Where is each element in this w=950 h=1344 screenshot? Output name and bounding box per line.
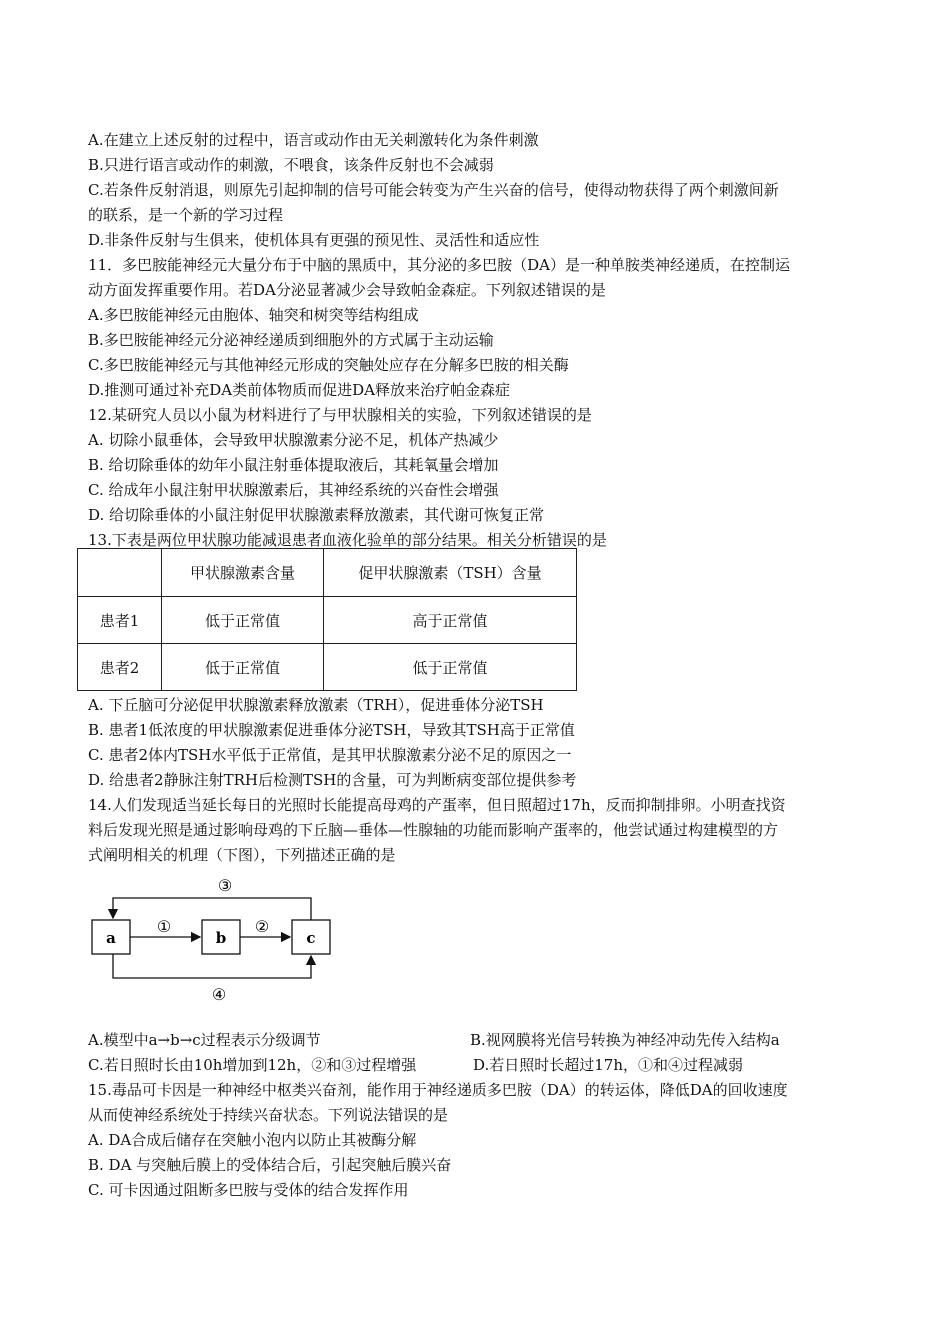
q12-option-d: D. 给切除垂体的小鼠注射促甲状腺激素释放激素，其代谢可恢复正常 <box>88 506 545 524</box>
q12-stem: 12.某研究人员以小鼠为材料进行了与甲状腺相关的实验，下列叙述错误的是 <box>88 406 592 424</box>
node-b-label: b <box>215 929 227 947</box>
q15-stem: 15.毒品可卡因是一种神经中枢类兴奋剂，能作用于神经递质多巴胺（DA）的转运体，降低DA的回收速度 <box>88 1081 788 1099</box>
table-header-thyroid: 甲状腺激素含量 <box>162 549 324 597</box>
q10-option-c: C.若条件反射消退，则原先引起抑制的信号可能会转变为产生兴奋的信号，使得动物获得了两个刺激间新 <box>88 181 779 199</box>
q13-option-c: C. 患者2体内TSH水平低于正常值，是其甲状腺激素分泌不足的原因之一 <box>88 746 572 764</box>
arrow-3-label: ③ <box>217 876 233 895</box>
node-c-label: c <box>306 929 316 947</box>
q15-stem-cont: 从而使神经系统处于持续兴奋状态。下列说法错误的是 <box>88 1106 449 1124</box>
q14-option-d: D.若日照时长超过17h，①和④过程减弱 <box>473 1056 744 1074</box>
q14-option-c: C.若日照时长由10h增加到12h，②和③过程增强 <box>88 1056 417 1074</box>
q12-option-c: C. 给成年小鼠注射甲状腺激素后，其神经系统的兴奋性会增强 <box>88 481 499 499</box>
table-cell: 低于正常值 <box>162 597 324 644</box>
table-header-tsh: 促甲状腺激素（TSH）含量 <box>324 549 577 597</box>
q14-option-b: B.视网膜将光信号转换为神经冲动先传入结构a <box>470 1031 780 1049</box>
q13-option-a: A. 下丘脑可分泌促甲状腺激素释放激素（TRH），促进垂体分泌TSH <box>88 696 544 714</box>
table-cell: 患者1 <box>78 597 162 644</box>
q14-stem-cont: 料后发现光照是通过影响母鸡的下丘脑—垂体—性腺轴的功能而影响产蛋率的，他尝试通过构建模型的方 <box>88 821 779 839</box>
arrow-1-label: ① <box>156 917 172 936</box>
arrow-2-label: ② <box>254 917 270 936</box>
table-cell: 低于正常值 <box>324 644 577 691</box>
q15-option-b: B. DA 与突触后膜上的受体结合后，引起突触后膜兴奋 <box>88 1156 452 1174</box>
q15-option-a: A. DA合成后储存在突触小泡内以防止其被酶分解 <box>88 1131 417 1149</box>
q11-stem: 11．多巴胺能神经元大量分布于中脑的黑质中，其分泌的多巴胺（DA）是一种单胺类神经递质，在控制运 <box>88 256 790 274</box>
q10-option-b: B.只进行语言或动作的刺激，不喂食，该条件反射也不会减弱 <box>88 156 494 174</box>
q13-option-b: B. 患者1低浓度的甲状腺激素促进垂体分泌TSH，导致其TSH高于正常值 <box>88 721 575 739</box>
q14-option-a: A.模型中a→b→c过程表示分级调节 <box>88 1031 321 1049</box>
q11-option-b: B.多巴胺能神经元分泌神经递质到细胞外的方式属于主动运输 <box>88 331 494 349</box>
q10-option-c-cont: 的联系，是一个新的学习过程 <box>88 206 284 224</box>
node-a-label: a <box>106 929 116 947</box>
q14-stem-cont-2: 式阐明相关的机理（下图），下列描述正确的是 <box>88 846 396 864</box>
q11-option-a: A.多巴胺能神经元由胞体、轴突和树突等结构组成 <box>88 306 419 324</box>
q13-stem: 13.下表是两位甲状腺功能减退患者血液化验单的部分结果。相关分析错误的是 <box>88 531 607 549</box>
table-cell: 低于正常值 <box>162 644 324 691</box>
q14-stem: 14.人们发现适当延长每日的光照时长能提高母鸡的产蛋率，但日照超过17h，反而抑制排卵。小明查找资 <box>88 796 786 814</box>
q12-option-b: B. 给切除垂体的幼年小鼠注射垂体提取液后，其耗氧量会增加 <box>88 456 499 474</box>
q11-option-d: D.推测可通过补充DA类前体物质而促进DA释放来治疗帕金森症 <box>88 381 510 399</box>
arrow-3 <box>113 898 311 920</box>
arrow-4 <box>113 954 311 978</box>
q10-option-a: A.在建立上述反射的过程中，语言或动作由无关刺激转化为条件刺激 <box>88 131 539 149</box>
q12-option-a: A. 切除小鼠垂体，会导致甲状腺激素分泌不足，机体产热减少 <box>88 431 499 449</box>
q11-option-c: C.多巴胺能神经元与其他神经元形成的突触处应存在分解多巴胺的相关酶 <box>88 356 569 374</box>
table-cell: 高于正常值 <box>324 597 577 644</box>
q13-option-d: D. 给患者2静脉注射TRH后检测TSH的含量，可为判断病变部位提供参考 <box>88 771 577 789</box>
table-cell: 患者2 <box>78 644 162 691</box>
q10-option-d: D.非条件反射与生俱来，使机体具有更强的预见性、灵活性和适应性 <box>88 231 540 249</box>
arrow-4-label: ④ <box>211 985 227 1004</box>
q11-stem-cont: 动方面发挥重要作用。若DA分泌显著减少会导致帕金森症。下列叙述错误的是 <box>88 281 606 299</box>
q15-option-c: C. 可卡因通过阻断多巴胺与受体的结合发挥作用 <box>88 1181 409 1199</box>
